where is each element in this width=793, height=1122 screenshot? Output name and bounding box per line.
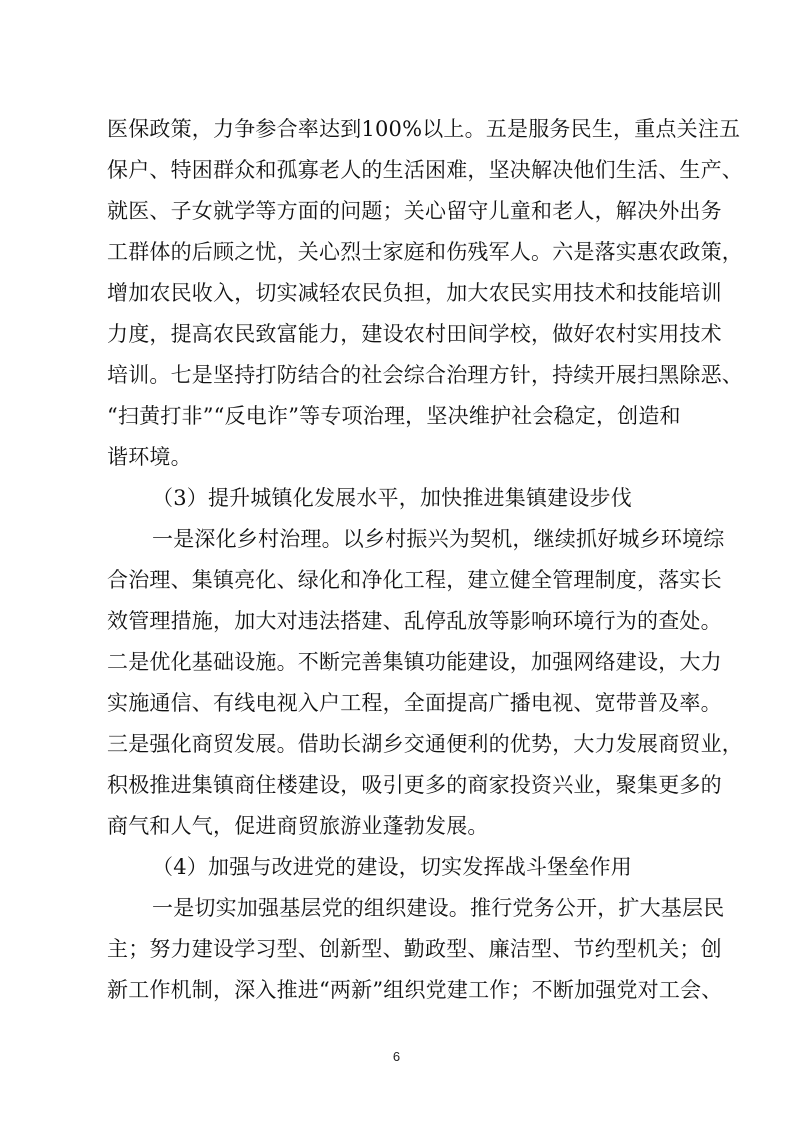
body-text-line: 商气和人气，促进商贸旅游业蓬勃发展。 [107, 814, 489, 838]
body-text-line: 效管理措施，加大对违法搭建、乱停乱放等影响环境行为的查处。 [107, 609, 722, 633]
body-text-line: 保户、特困群众和孤寡老人的生活困难，坚决解决他们生活、生产、 [107, 158, 743, 182]
body-text-line: 三是强化商贸发展。借助长湖乡交通便利的优势，大力发展商贸业， [107, 732, 743, 756]
body-text-line: 主；努力建设学习型、创新型、勤政型、廉洁型、节约型机关；创 [107, 937, 722, 961]
section-heading-4: （4）加强与改进党的建设，切实发挥战斗堡垒作用 [152, 855, 632, 879]
body-text-line: 工群体的后顾之忧，关心烈士家庭和伤残军人。六是落实惠农政策， [107, 240, 743, 264]
body-text-line: 实施通信、有线电视入户工程，全面提高广播电视、宽带普及率。 [107, 691, 722, 715]
body-text-line: 合治理、集镇亮化、绿化和净化工程，建立健全管理制度，落实长 [107, 568, 722, 592]
paragraph-first-line: 一是深化乡村治理。以乡村振兴为契机，继续抓好城乡环境综 [152, 527, 725, 551]
page-number: 6 [392, 1049, 401, 1064]
body-text-line: 积极推进集镇商住楼建设，吸引更多的商家投资兴业，聚集更多的 [107, 773, 722, 797]
body-text-line: “扫黄打非”“反电诈”等专项治理，坚决维护社会稳定，创造和 [107, 404, 681, 428]
paragraph-first-line: 一是切实加强基层党的组织建设。推行党务公开，扩大基层民 [152, 896, 725, 920]
body-text-line: 新工作机制，深入推进“两新”组织党建工作；不断加强党对工会、 [107, 978, 723, 1002]
body-text-line: 培训。七是坚持打防结合的社会综合治理方针，持续开展扫黑除恶、 [107, 363, 743, 387]
body-text-line: 谐环境。 [107, 445, 192, 469]
body-text-line: 医保政策，力争参合率达到100%以上。五是服务民生，重点关注五 [107, 117, 741, 141]
body-text-line: 力度，提高农民致富能力，建设农村田间学校，做好农村实用技术 [107, 322, 722, 346]
body-text-line: 增加农民收入，切实减轻农民负担，加大农民实用技术和技能培训 [107, 281, 722, 305]
body-text-line: 二是优化基础设施。不断完善集镇功能建设，加强网络建设，大力 [107, 650, 722, 674]
section-heading-3: （3）提升城镇化发展水平，加快推进集镇建设步伐 [152, 486, 632, 510]
body-text-line: 就医、子女就学等方面的问题；关心留守儿童和老人，解决外出务 [107, 199, 722, 223]
